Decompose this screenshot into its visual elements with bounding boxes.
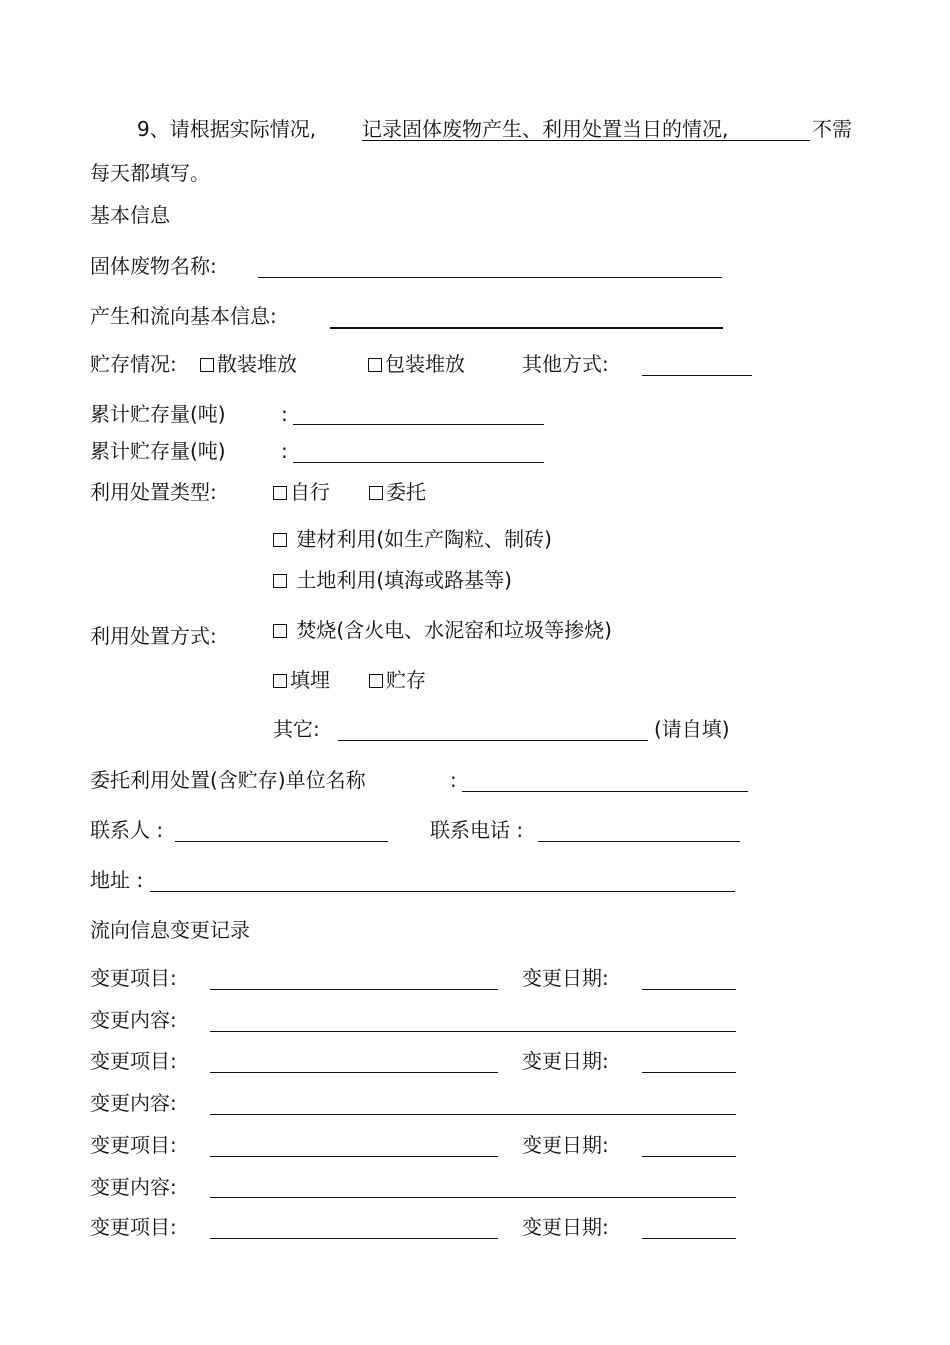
change-date-field[interactable] xyxy=(642,1156,736,1157)
colon: : xyxy=(450,768,457,792)
disposal-type-entrusted[interactable] xyxy=(369,480,426,504)
checkbox-icon[interactable] xyxy=(368,358,382,372)
change-item-label: 变更项目: xyxy=(90,1049,177,1073)
disposal-type-self[interactable] xyxy=(273,480,330,504)
change-item-field[interactable] xyxy=(210,1156,498,1157)
change-item-label: 变更项目: xyxy=(90,1133,177,1157)
flow-info-field[interactable] xyxy=(330,327,723,329)
checkbox-icon[interactable] xyxy=(273,533,287,547)
method-building-material[interactable] xyxy=(273,527,552,551)
storage-other-field[interactable] xyxy=(642,375,752,376)
change-date-label: 变更日期: xyxy=(522,1049,609,1073)
storage-option-bulk[interactable] xyxy=(200,352,297,376)
address-label: 地址 : xyxy=(90,868,144,892)
change-date-field[interactable] xyxy=(642,1072,736,1073)
method-incineration-label: 焚烧(含火电、水泥窑和垃圾等掺烧) xyxy=(296,618,612,642)
method-incineration[interactable] xyxy=(273,618,612,642)
cumulative-storage-label-2: 累计贮存量(吨) xyxy=(90,439,226,463)
change-content-field[interactable] xyxy=(210,1031,736,1032)
cumulative-storage-field-2[interactable] xyxy=(293,462,544,463)
contact-label: 联系人 : xyxy=(90,818,164,842)
method-storage[interactable] xyxy=(369,668,426,692)
method-land-use[interactable] xyxy=(273,568,512,592)
change-content-field[interactable] xyxy=(210,1197,736,1198)
change-date-label: 变更日期: xyxy=(522,1133,609,1157)
storage-other-label: 其他方式: xyxy=(522,352,609,376)
change-item-label: 变更项目: xyxy=(90,966,177,990)
checkbox-icon[interactable] xyxy=(369,674,383,688)
disposal-type-self-label: 自行 xyxy=(290,480,330,504)
colon: : xyxy=(281,439,288,463)
method-landfill[interactable] xyxy=(273,668,330,692)
storage-option-bulk-label: 散装堆放 xyxy=(217,352,297,376)
phone-label: 联系电话 : xyxy=(430,818,524,842)
change-content-label: 变更内容: xyxy=(90,1091,177,1115)
disposal-type-label: 利用处置类型: xyxy=(90,480,217,504)
change-content-field[interactable] xyxy=(210,1114,736,1115)
change-content-label: 变更内容: xyxy=(90,1008,177,1032)
storage-option-packaged-label: 包装堆放 xyxy=(385,352,465,376)
waste-name-field[interactable] xyxy=(258,277,722,278)
checkbox-icon[interactable] xyxy=(273,674,287,688)
method-storage-label: 贮存 xyxy=(386,668,426,692)
change-log-heading: 流向信息变更记录 xyxy=(90,918,250,942)
method-other-suffix: (请自填) xyxy=(654,717,730,741)
method-landfill-label: 填埋 xyxy=(290,668,330,692)
change-date-label: 变更日期: xyxy=(522,1215,609,1239)
checkbox-icon[interactable] xyxy=(273,624,287,638)
change-item-label: 变更项目: xyxy=(90,1215,177,1239)
colon: : xyxy=(281,402,288,426)
address-field[interactable] xyxy=(150,891,735,892)
instruction-underline xyxy=(362,140,810,141)
storage-option-packaged[interactable] xyxy=(368,352,465,376)
checkbox-icon[interactable] xyxy=(200,358,214,372)
method-other-label: 其它: xyxy=(273,717,320,741)
instruction-suffix: 不需 xyxy=(812,117,852,141)
disposal-method-label: 利用处置方式: xyxy=(90,624,217,648)
waste-name-label: 固体废物名称: xyxy=(90,254,217,278)
basic-info-heading: 基本信息 xyxy=(90,203,170,227)
cumulative-storage-field-1[interactable] xyxy=(293,424,544,425)
method-land-use-label: 土地利用(填海或路基等) xyxy=(296,568,512,592)
cumulative-storage-label-1: 累计贮存量(吨) xyxy=(90,402,226,426)
checkbox-icon[interactable] xyxy=(369,486,383,500)
change-date-field[interactable] xyxy=(642,1238,736,1239)
entrusted-unit-label: 委托利用处置(含贮存)单位名称 xyxy=(90,768,366,792)
flow-info-label: 产生和流向基本信息: xyxy=(90,304,277,328)
checkbox-icon[interactable] xyxy=(273,574,287,588)
checkbox-icon[interactable] xyxy=(273,486,287,500)
phone-field[interactable] xyxy=(538,841,740,842)
storage-label: 贮存情况: xyxy=(90,352,177,376)
contact-field[interactable] xyxy=(175,841,388,842)
change-date-field[interactable] xyxy=(642,989,736,990)
change-date-label: 变更日期: xyxy=(522,966,609,990)
method-other-field[interactable] xyxy=(338,740,648,741)
change-item-field[interactable] xyxy=(210,1072,498,1073)
change-item-field[interactable] xyxy=(210,989,498,990)
instruction-underlined: 记录固体废物产生、利用处置当日的情况, xyxy=(362,117,729,141)
instruction-prefix: 9、请根据实际情况, xyxy=(137,117,317,141)
disposal-type-entrusted-label: 委托 xyxy=(386,480,426,504)
change-item-field[interactable] xyxy=(210,1238,498,1239)
entrusted-unit-field[interactable] xyxy=(462,791,748,792)
instruction-line2: 每天都填写。 xyxy=(90,161,210,185)
method-building-material-label: 建材利用(如生产陶粒、制砖) xyxy=(296,527,552,551)
change-content-label: 变更内容: xyxy=(90,1175,177,1199)
